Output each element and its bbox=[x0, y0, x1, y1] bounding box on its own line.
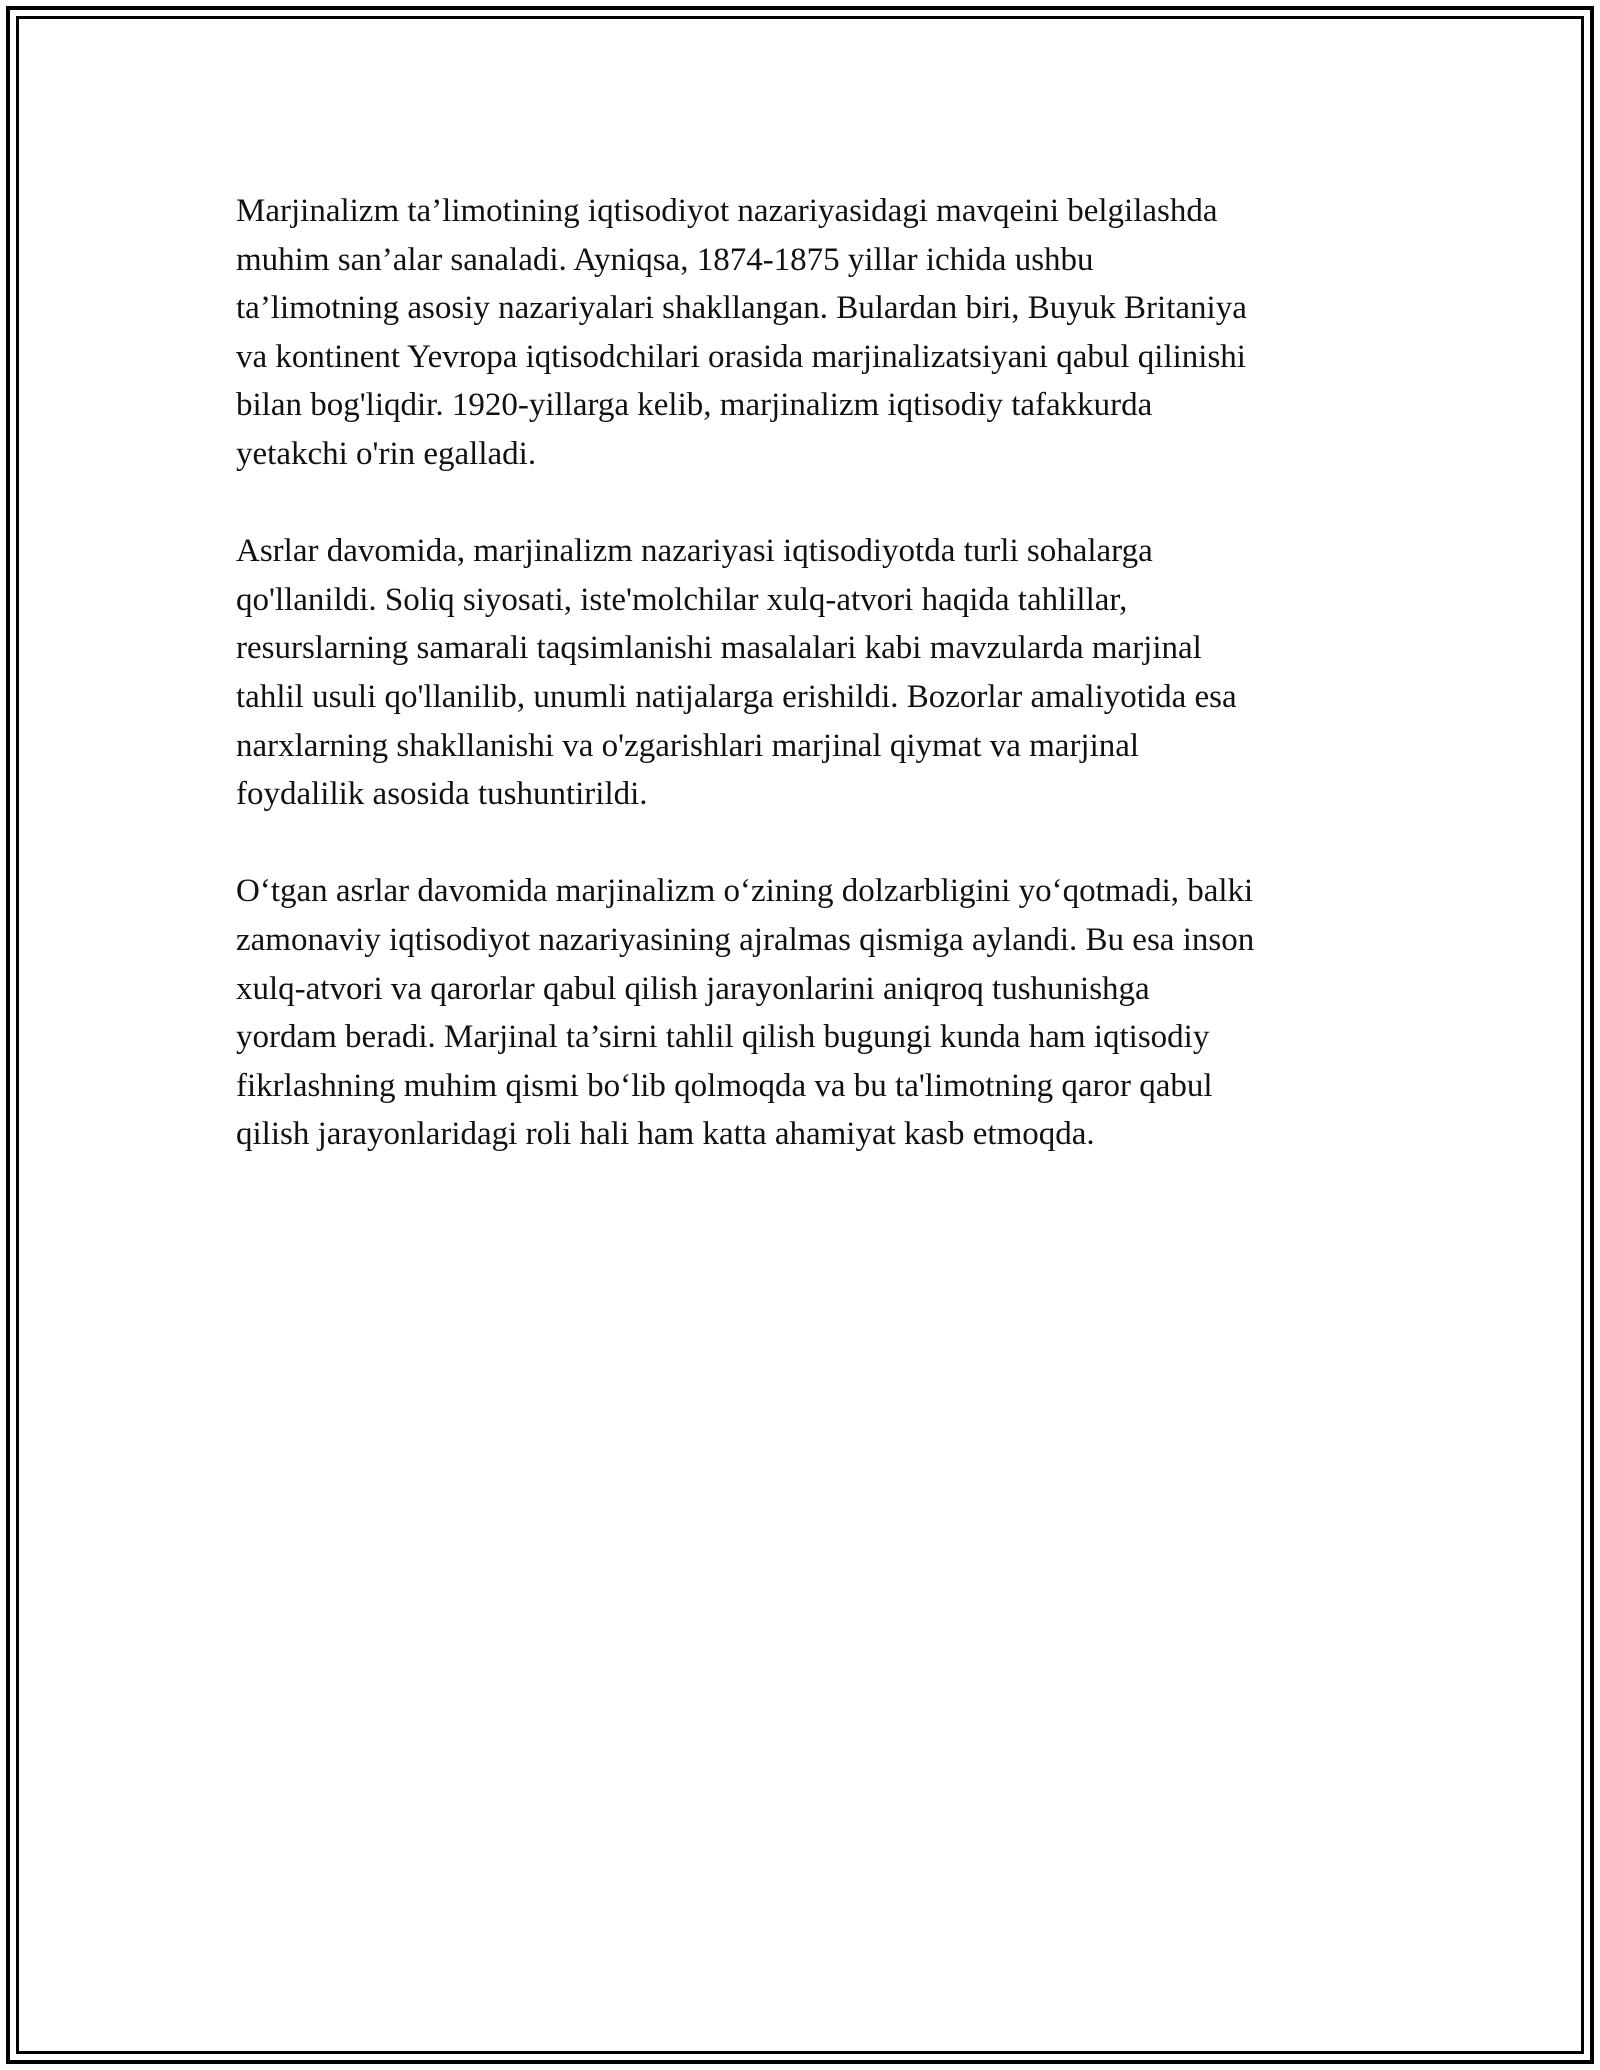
paragraph-line: O‘tgan asrlar davomida marjinalizm o‘zining dolzarbligini yo‘qotmadi, balki bbox=[236, 873, 1254, 910]
paragraph-line: fikrlashning muhim qismi bo‘lib qolmoqda va bu ta'limotning qaror qabul bbox=[236, 1067, 1213, 1104]
paragraph-line: ta’limotning asosiy nazariyalari shakllangan. Bulardan biri, Buyuk Britaniya bbox=[236, 290, 1247, 327]
paragraph-line: tahlil usuli qo'llanilib, unumli natijalarga erishildi. Bozorlar amaliyotida esa bbox=[236, 678, 1237, 715]
paragraph-line: qilish jarayonlaridagi roli hali ham katta ahamiyat kasb etmoqda. bbox=[236, 1116, 1095, 1153]
paragraph-3 bbox=[236, 867, 1376, 1159]
paragraph-2 bbox=[236, 527, 1376, 819]
paragraph-line: yetakchi o'rin egalladi. bbox=[236, 435, 537, 472]
paragraph-1 bbox=[236, 187, 1376, 479]
paragraph-line: narxlarning shakllanishi va o'zgarishlari marjinal qiymat va marjinal bbox=[236, 727, 1140, 764]
paragraph-line: yordam beradi. Marjinal ta’sirni tahlil qilish bugungi kunda ham iqtisodiy bbox=[236, 1019, 1210, 1056]
paragraph-line: va kontinent Yevropa iqtisodchilari orasida marjinalizatsiyani qabul qilinishi bbox=[236, 338, 1246, 375]
paragraph-line: xulq-atvori va qarorlar qabul qilish jarayonlarini aniqroq tushunishga bbox=[236, 970, 1150, 1007]
paragraph-line: Marjinalizm ta’limotining iqtisodiyot nazariyasidagi mavqeini belgilashda bbox=[236, 193, 1218, 229]
paragraph-line: resurslarning samarali taqsimlanishi masalalari kabi mavzularda marjinal bbox=[236, 630, 1202, 667]
document-body bbox=[236, 187, 1376, 1207]
paragraph-line: muhim san’alar sanaladi. Ayniqsa, 1874-1875 yillar ichida ushbu bbox=[236, 241, 1094, 278]
paragraph-line: Asrlar davomida, marjinalizm nazariyasi iqtisodiyotda turli sohalarga bbox=[236, 533, 1153, 570]
paragraph-line: qo'llanildi. Soliq siyosati, iste'molchilar xulq-atvori haqida tahlillar, bbox=[236, 581, 1128, 618]
paragraph-line: bilan bog'liqdir. 1920-yillarga kelib, marjinalizm iqtisodiy tafakkurda bbox=[236, 387, 1153, 424]
paragraph-line: foydalilik asosida tushuntirildi. bbox=[236, 776, 648, 813]
paragraph-line: zamonaviy iqtisodiyot nazariyasining ajralmas qismiga aylandi. Bu esa inson bbox=[236, 921, 1255, 958]
